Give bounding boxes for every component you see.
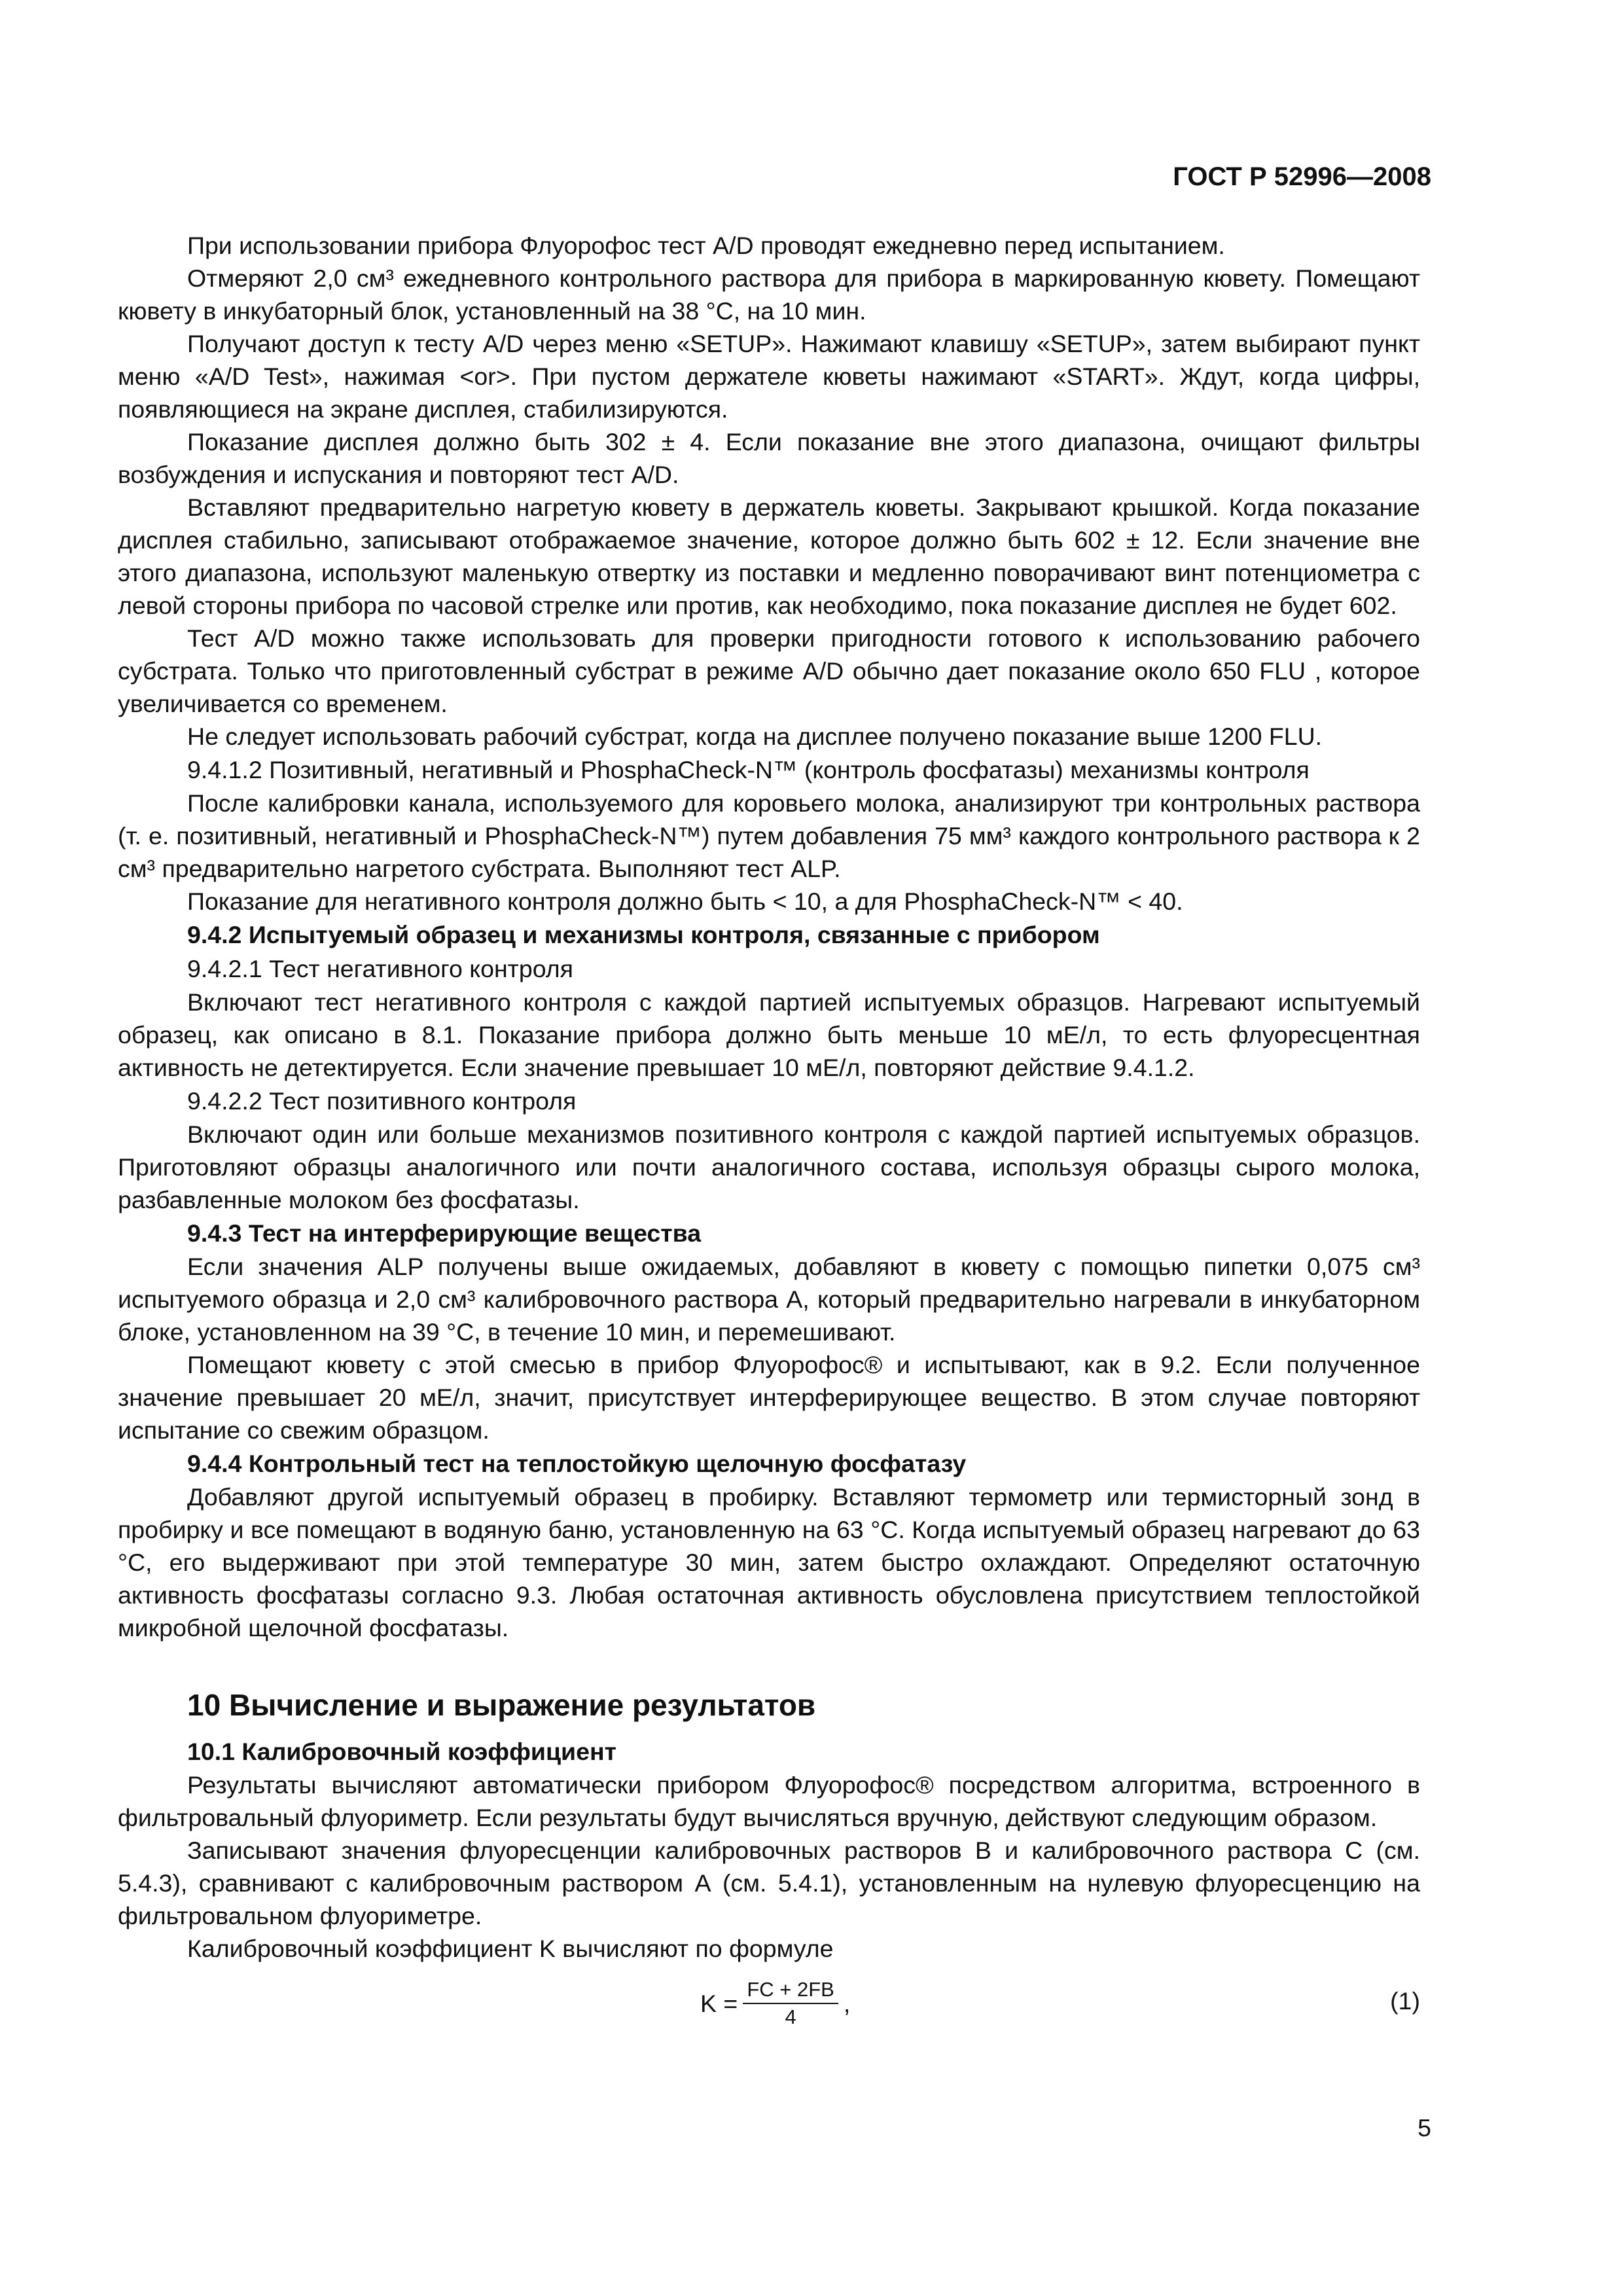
formula-numerator: FC + 2FB — [743, 1977, 838, 2004]
paragraph: Вставляют предварительно нагретую кювету в держатель кюветы. Закрывают крышкой. Когда показание дисплея стабильно, записывают отображаемое значение, которое должно быть 602 ± 12. Если значение вне этого диапазона, используют маленькую отвертку из поставки и медленно поворачивают винт потенциометра с левой стороны прибора по часовой стрелке или против, как необходимо, пока показание дисплея не будет 602. — [118, 493, 1420, 619]
paragraph: Не следует использовать рабочий субстрат, когда на дисплее получено показание выше 1200 FLU. — [187, 723, 1323, 750]
paragraph: Показание дисплея должно быть 302 ± 4. Если показание вне этого диапазона, очищают фильтры возбуждения и испускания и повторяют тест A/D. — [118, 428, 1420, 488]
formula-row — [118, 1970, 1420, 2042]
formula-denominator: 4 — [785, 2005, 796, 2028]
formula-lhs: K = — [700, 1989, 738, 2017]
paragraph: Калибровочный коэффициент K вычисляют по формуле — [187, 1935, 834, 1962]
document-id-header: ГОСТ Р 52996—2008 — [1173, 162, 1431, 191]
paragraph: Отмеряют 2,0 см³ ежедневного контрольного раствора для прибора в маркированную кювету. Помещают кювету в инкубаторный блок, установленный на 38 °С, на 10 мин. — [118, 264, 1420, 325]
paragraph: Добавляют другой испытуемый образец в пробирку. Вставляют термометр или термисторный зонд в пробирку и все помещают в водяную баню, установленную на 63 °С. Когда испытуемый образец нагревают до 63 °С, его выдерживают при этой температуре 30 мин, затем быстро охлаждают. Определяют остаточную активность фосфатазы согласно 9.3. Любая остаточная активность обусловлена присутствием теплостойкой микробной щелочной фосфатазы. — [118, 1483, 1420, 1641]
section-942-heading: 9.4.2 Испытуемый образец и механизмы контроля, связанные с прибором — [187, 921, 1100, 948]
page-number: 5 — [1418, 2114, 1431, 2142]
paragraph: Записывают значения флуоресценции калибровочных растворов В и калибровочного раствора С (см. 5.4.3), сравнивают с калибровочным раствором А (см. 5.4.1), установленным на нулевую флуоресценцию на фильтровальном флуориметре. — [118, 1837, 1420, 1929]
paragraph: Если значения ALP получены выше ожидаемых, добавляют в кювету с помощью пипетки 0,075 см³ испытуемого образца и 2,0 см³ калибровочного раствора А, который предварительно нагревали в инкубаторном блоке, установленном на 39 °С, в течение 10 мин, и перемешивают. — [118, 1253, 1420, 1346]
paragraph: После калибровки канала, используемого для коровьего молока, анализируют три контрольных раствора (т. е. позитивный, негативный и PhosphaCheck-N™) путем добавления 75 мм³ каждого контрольного раствора к 2 см³ предварительно нагретого субстрата. Выполняют тест ALP. — [118, 789, 1420, 882]
paragraph: Тест A/D можно также использовать для проверки пригодности готового к использованию рабочего субстрата. Только что приготовленный субстрат в режиме A/D обычно дает показание около 650 FLU , которое увеличивается со временем. — [118, 624, 1420, 717]
formula — [700, 1977, 850, 2030]
section-943-heading: 9.4.3 Тест на интерферирующие вещества — [187, 1219, 702, 1247]
subsection-9421-title: 9.4.2.1 Тест негативного контроля — [187, 955, 573, 982]
paragraph: Результаты вычисляют автоматически прибором Флуорофос® посредством алгоритма, встроенного в фильтровальный флуориметр. Если результаты будут вычисляться вручную, действуют следующим образом. — [118, 1771, 1420, 1831]
section-10-heading: 10 Вычисление и выражение результатов — [187, 1688, 816, 1722]
section-101-heading: 10.1 Калибровочный коэффициент — [187, 1738, 616, 1765]
paragraph: Получают доступ к тесту A/D через меню «SETUP». Нажимают клавишу «SETUP», затем выбирают пункт меню «A/D Test», нажимая <or>. При пустом держателе кюветы нажимают «START». Ждут, когда цифры, появляющиеся на экране дисплея, стабилизируются. — [118, 330, 1420, 423]
paragraph: Включают тест негативного контроля с каждой партией испытуемых образцов. Нагревают испытуемый образец, как описано в 8.1. Показание прибора должно быть меньше 10 мЕ/л, то есть флуоресцентная активность не детектируется. Если значение превышает 10 мЕ/л, повторяют действие 9.4.1.2. — [118, 988, 1420, 1081]
paragraph: Помещают кювету с этой смесью в прибор Флуорофос® и испытывают, как в 9.2. Если полученное значение превышает 20 мЕ/л, значит, присутствует интерферирующее вещество. В этом случае повторяют испытание со свежим образцом. — [118, 1351, 1420, 1444]
formula-trail: , — [843, 1989, 851, 2017]
subsection-9422-title: 9.4.2.2 Тест позитивного контроля — [187, 1087, 577, 1115]
equation-number: (1) — [1390, 1987, 1420, 2015]
paragraph: Показание для негативного контроля должно быть < 10, а для PhosphaCheck-N™ < 40. — [187, 888, 1183, 915]
page-content — [118, 229, 1420, 2042]
section-944-heading: 9.4.4 Контрольный тест на теплостойкую щелочную фосфатазу — [187, 1450, 967, 1477]
formula-fraction — [743, 1977, 838, 2030]
subsection-9412-title: 9.4.1.2 Позитивный, негативный и PhosphaCheck-N™ (контроль фосфатазы) механизмы контроля — [187, 756, 1310, 783]
paragraph: Включают один или больше механизмов позитивного контроля с каждой партией испытуемых образцов. Приготовляют образцы аналогичного или почти аналогичного состава, используя образцы сырого молока, разбавленные молоком без фосфатазы. — [118, 1121, 1420, 1213]
paragraph: При использовании прибора Флуорофос тест A/D проводят ежедневно перед испытанием. — [187, 232, 1225, 259]
